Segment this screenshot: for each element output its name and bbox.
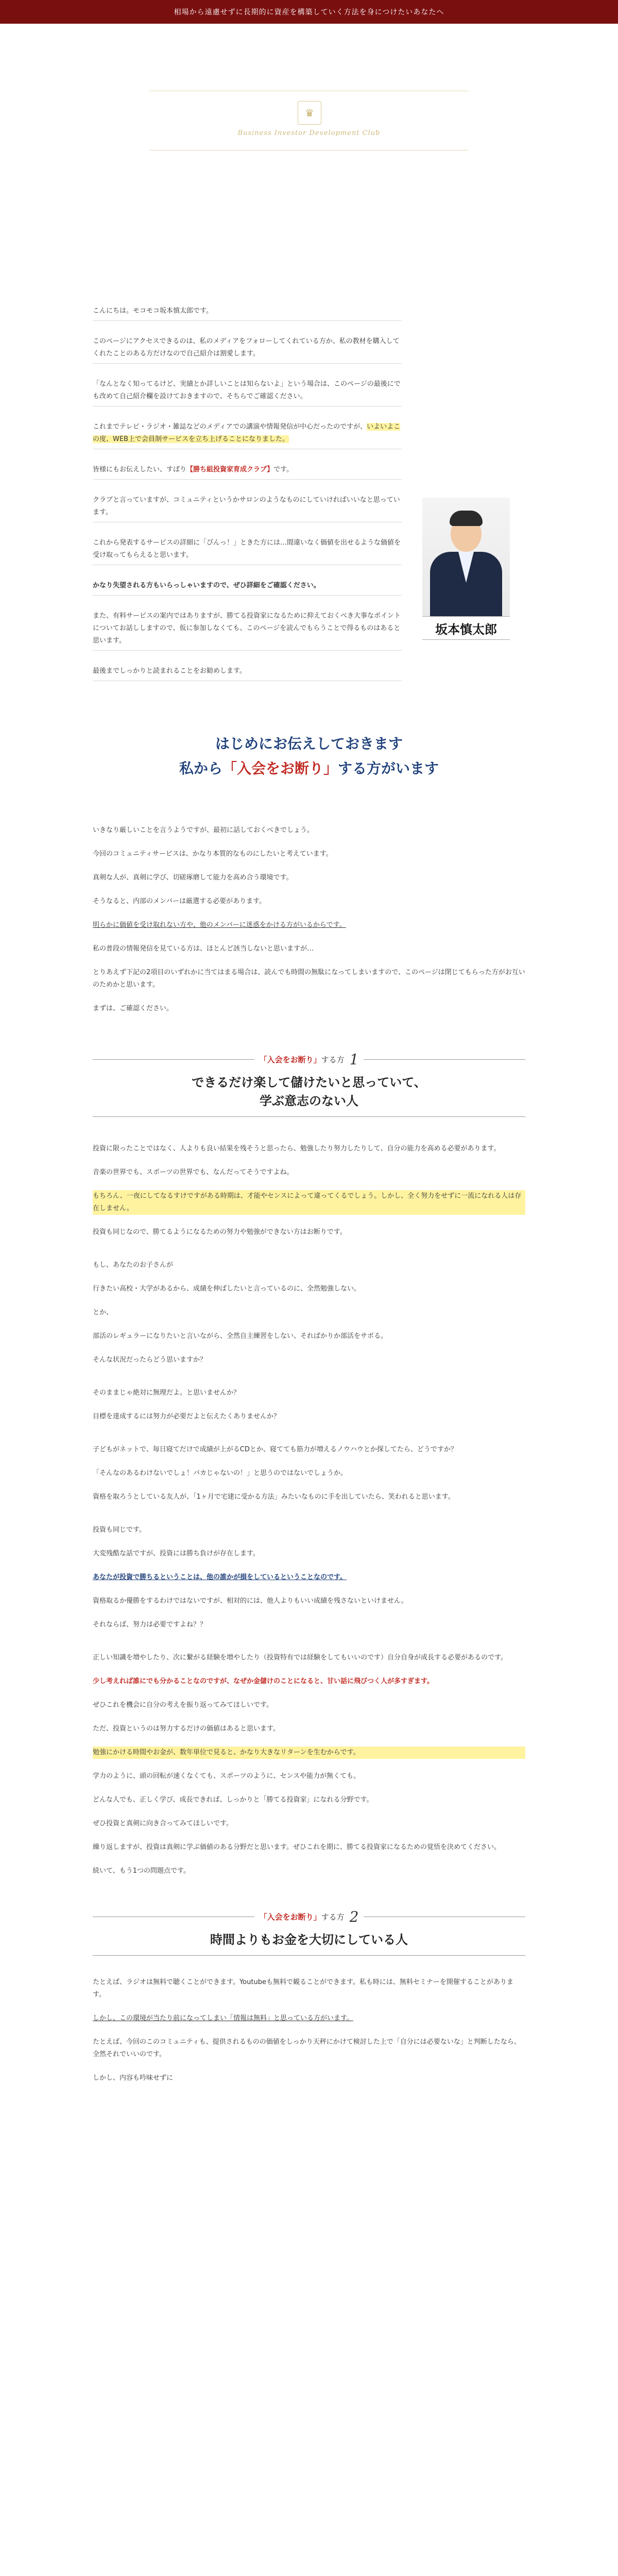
section-rule bbox=[93, 1059, 254, 1060]
body-paragraph: 目標を達成するには努力が必要だよと伝えたくありませんか？ bbox=[93, 1413, 281, 1420]
section-label bbox=[260, 1054, 345, 1065]
body-paragraph: たとえば、ラジオは無料で聴くことができます。Youtubeも無料で観ることができます。私も時には、無料セミナーを開催することがあります。 bbox=[93, 1978, 513, 1998]
body-paragraph: 正しい知識を増やしたり、次に繋がる経験を増やしたり（投資特有では経験をしてもいいのです）自分自身が成長する必要があるのです。 bbox=[93, 1654, 507, 1662]
section-label-emphasis: 「入会をお断り」 bbox=[259, 1912, 321, 1922]
section-2-title bbox=[93, 1908, 525, 1956]
intro-paragraph: クラブと言っていますが、コミュニティというかサロンのようなものにしていければいいなと思っています。 bbox=[93, 491, 402, 522]
body-paragraph: 大変残酷な話ですが、投資には勝ち負けが存在します。 bbox=[93, 1550, 260, 1557]
body-paragraph: とか、 bbox=[93, 1309, 113, 1316]
intro-paragraph: このページにアクセスできるのは、私のメディアをフォローしてくれている方か、私の教材を購入してくれたことのある方だけなので自己紹介は割愛します。 bbox=[93, 332, 402, 364]
body-paragraph: ぜひこれを機会に自分の考えを振り返ってみてほしいです。 bbox=[93, 1701, 273, 1709]
highlight-text: いよいよこの度、WEB上で会員制サービスを立ち上げることになりました。 bbox=[93, 423, 401, 443]
section-rule bbox=[93, 1955, 525, 1956]
section-1-body bbox=[93, 1143, 525, 1877]
body-paragraph: 行きたい高校・大学があるから、成績を伸ばしたいと言っているのに、全然勉強しない。 bbox=[93, 1285, 361, 1293]
section-number: 2 bbox=[349, 1908, 359, 1925]
intro-paragraph: こんにちは。モコモコ坂本慎太郎です。 bbox=[93, 302, 402, 321]
body-paragraph: どんな人でも、正しく学び、成長できれば、しっかりと「勝てる投資家」になれる分野です。 bbox=[93, 1796, 373, 1804]
body-paragraph: まずは、ご確認ください。 bbox=[93, 1005, 174, 1012]
body-paragraph: 真剣な人が、真剣に学び、切磋琢磨して能力を高め合う環境です。 bbox=[93, 874, 293, 882]
body-paragraph: 資格を取ろうとしている友人が、「1ヶ月で宅建に受かる方法」みたいなものに手を出していたら、笑われると思います。 bbox=[93, 1493, 455, 1501]
section-2-label-row bbox=[93, 1908, 525, 1925]
intro-paragraph: また、有料サービスの案内ではありますが、勝てる投資家になるために抑えておくべき大事なポイントについてお話ししますので、仮に参加しなくても、このページを読んでもらうことで得るものはあると思います。 bbox=[93, 607, 402, 651]
intro-text: です。 bbox=[273, 466, 294, 473]
body-paragraph: いきなり厳しいことを言うようですが、最初に話しておくべきでしょう。 bbox=[93, 826, 314, 834]
club-logo-text: Business Investor Development Club bbox=[237, 129, 381, 137]
section-number: 1 bbox=[349, 1051, 359, 1068]
section-rule bbox=[93, 1116, 525, 1117]
body-paragraph: 明らかに価値を受け取れない方や、他のメンバーに迷惑をかける方がいるからです。 bbox=[93, 921, 346, 929]
intro-paragraph bbox=[93, 418, 402, 449]
body-paragraph: 今回のコミュニティサービスは、かなり本質的なものにしたいと考えています。 bbox=[93, 850, 333, 858]
body-paragraph: とりあえず下記の2項目のいずれかに当てはまる場合は、読んでも時間の無駄になってしまいますので、このページは閉じてもらった方がお互いのためかと思います。 bbox=[93, 969, 525, 989]
body-paragraph: そんな状況だったらどう思いますか？ bbox=[93, 1356, 207, 1364]
section-2-body bbox=[93, 1976, 525, 2084]
body-paragraph: 学力のように、頭の回転が速くなくても、スポーツのように、センスや能力が無くても。 bbox=[93, 1772, 360, 1780]
body-paragraph: 投資も同じです。 bbox=[93, 1526, 146, 1534]
body-paragraph: 子どもがネットで、毎日寝てだけで成績が上がるCDとか、寝てても筋力が増えるノウハウとか探してたら、どうですか？ bbox=[93, 1446, 457, 1453]
club-name-text: 【勝ち組投資家育成クラブ】 bbox=[186, 466, 274, 473]
notice-headline bbox=[93, 733, 525, 778]
intro-paragraph: かなり失望される方もいらっしゃいますので、ぜひ詳細をご確認ください。 bbox=[93, 577, 402, 596]
intro-paragraph: 「なんとなく知ってるけど、実績とか詳しいことは知らないよ」という場合は、このページの最後にでも改めて自己紹介欄を設けておきますので、そちらでご確認ください。 bbox=[93, 375, 402, 406]
body-paragraph: 部活のレギュラーになりたいと言いながら、全然自主練習をしない、そればかりか部活をサボる。 bbox=[93, 1332, 388, 1340]
club-emblem-icon: ♛ bbox=[298, 101, 321, 125]
author-profile bbox=[402, 498, 525, 642]
highlight-paragraph: 勉強にかける時間やお金が、数年単位で見ると、かなり大きなリターンを生むからです。 bbox=[93, 1747, 525, 1759]
intro-paragraph: これから発表するサービスの詳細に「ぴんっ！」ときた方には…間違いなく価値を出せるような価値を受け取ってもらえると思います。 bbox=[93, 534, 402, 565]
body-paragraph: ぜひ投資と真剣に向き合ってみてほしいです。 bbox=[93, 1820, 233, 1827]
body-paragraph: 投資に限ったことではなく、人よりも良い結果を残そうと思ったら、勉強したり努力したりして、自分の能力を高める必要があります。 bbox=[93, 1145, 501, 1153]
section-heading: できるだけ楽して儲けたいと思っていて、 bbox=[192, 1075, 426, 1090]
intro-section bbox=[93, 209, 402, 681]
body-paragraph: たとえば、今回のこのコミュニティも、提供されるものの価値をしっかり天秤にかけて検討した上で「自分には必要ないな」と判断したなら、全然それでいいのです。 bbox=[93, 2038, 521, 2058]
author-photo bbox=[422, 498, 510, 616]
section-1-title bbox=[93, 1051, 525, 1117]
headline-text: 私から bbox=[179, 760, 222, 777]
notice-body bbox=[93, 824, 525, 1015]
emphasis-paragraph: あなたが投資で勝ちるということは、他の誰かが損をしているということなのです。 bbox=[93, 1573, 347, 1581]
body-paragraph: そうなると、内部のメンバーは厳選する必要があります。 bbox=[93, 897, 266, 905]
headline-line-2 bbox=[93, 757, 525, 778]
intro-text: これまでテレビ・ラジオ・雑誌などのメディアでの講演や情報発信が中心だったのですが、 bbox=[93, 423, 367, 431]
section-label bbox=[260, 1911, 345, 1922]
logo-area bbox=[0, 24, 618, 209]
intro-paragraph bbox=[93, 461, 402, 480]
body-paragraph: ただ、投資というのは努力するだけの価値はあると思います。 bbox=[93, 1725, 280, 1733]
section-heading: 学ぶ意志のない人 bbox=[260, 1094, 358, 1108]
body-paragraph: それならば、努力は必要ですよね？？ bbox=[93, 1621, 207, 1629]
main-content bbox=[93, 209, 525, 2084]
section-label-text: する方 bbox=[321, 1055, 345, 1064]
top-banner bbox=[0, 0, 618, 24]
intro-text: 皆様にもお伝えしたい、すばり bbox=[93, 466, 187, 473]
body-paragraph: 音楽の世界でも、スポーツの世界でも、なんだってそうですよね。 bbox=[93, 1168, 294, 1176]
section-rule bbox=[364, 1059, 525, 1060]
author-name: 坂本慎太郎 bbox=[422, 616, 510, 640]
section-1-label-row bbox=[93, 1051, 525, 1068]
section-heading: 時間よりもお金を大切にしている人 bbox=[210, 1933, 408, 1947]
section-label-text: する方 bbox=[321, 1912, 345, 1922]
body-paragraph: 資格取るか優勝をするわけではないですが、相対的には、他人よりもいい成績を残さないといけません。 bbox=[93, 1597, 408, 1605]
body-paragraph: 繰り返しますが、投資は真剣に学ぶ価値のある分野だと思います。ぜひこれを期に、勝てる投資家になるための覚悟を決めてください。 bbox=[93, 1843, 501, 1851]
headline-emphasis: 「入会をお断り」 bbox=[222, 760, 338, 777]
body-paragraph: しかし、内容も吟味せずに bbox=[93, 2074, 174, 2082]
body-paragraph: そのままじゃ絶対に無理だよ。と思いませんか？ bbox=[93, 1389, 241, 1397]
section-label-emphasis: 「入会をお断り」 bbox=[259, 1055, 321, 1064]
body-paragraph: しかし、この環境が当たり前になってしまい「情報は無料」と思っている方がいます。 bbox=[93, 2014, 353, 2022]
warning-paragraph: 少し考えれば誰にでも分かることなのですが、なぜか金儲けのことになると、甘い話に飛びつく人が多すぎます。 bbox=[93, 1677, 434, 1685]
body-paragraph: 「そんなのあるわけないでしょ！バカじゃないの！」と思うのではないでしょうか。 bbox=[93, 1469, 348, 1477]
top-banner-text: 相場から遠慮せずに長期的に資産を構築していく方法を身につけたいあなたへ bbox=[174, 8, 444, 16]
body-paragraph: 続いて、もう1つの問題点です。 bbox=[93, 1867, 190, 1875]
author-hair bbox=[450, 511, 483, 526]
headline-line-1: はじめにお伝えしておきます bbox=[215, 735, 403, 752]
highlight-paragraph: もちろん、一夜にしてなるすけですがある時期は、才能やセンスによって違ってくるでしょう。しかし、全く努力をせずに一流になれる人は存在しません。 bbox=[93, 1190, 525, 1215]
body-paragraph: もし、あなたのお子さんが bbox=[93, 1261, 174, 1269]
body-paragraph: 投資も同じなので、勝てるようになるための努力や勉強ができない方はお断りです。 bbox=[93, 1228, 347, 1236]
body-paragraph: 私の普段の情報発信を見ている方は、ほとんど該当しないと思いますが… bbox=[93, 945, 314, 953]
intro-paragraph: 最後までしっかりと読まれることをお勧めします。 bbox=[93, 662, 402, 681]
headline-text: する方がいます bbox=[338, 760, 439, 777]
